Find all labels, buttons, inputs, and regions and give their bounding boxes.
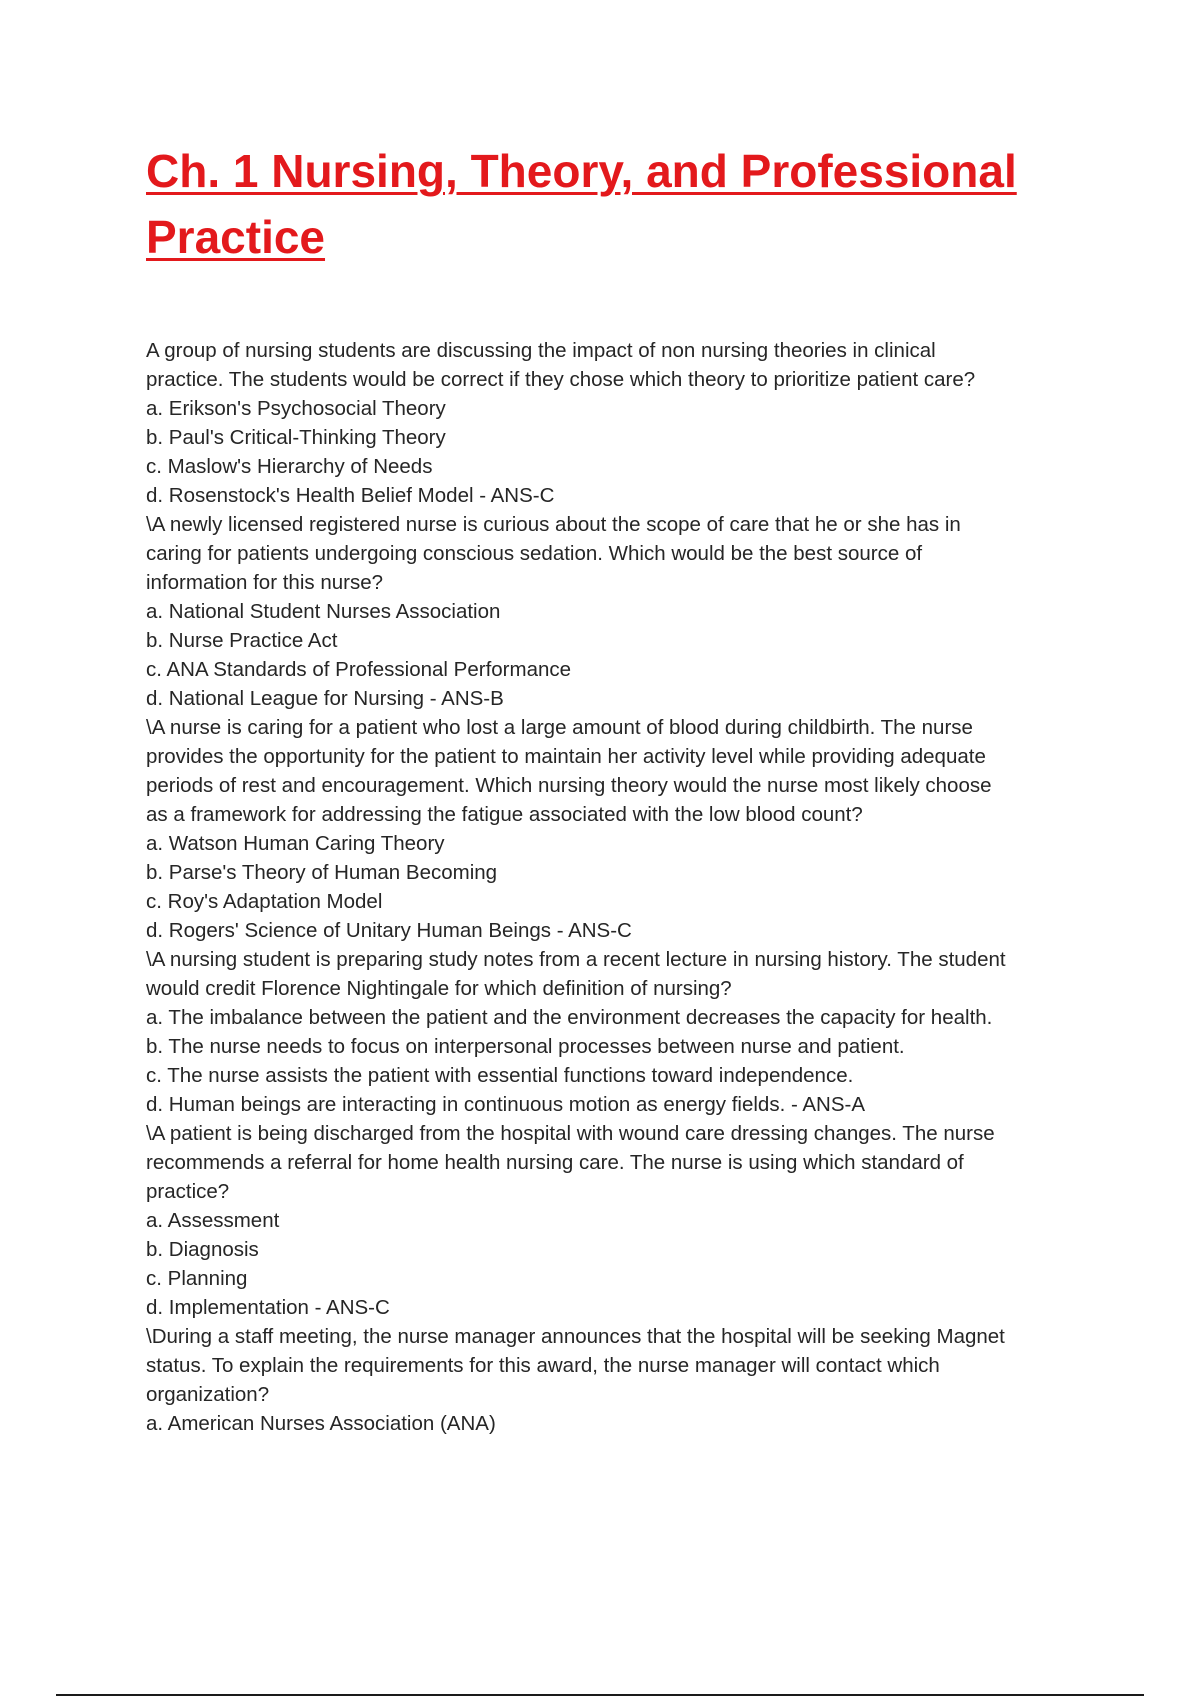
text-line: recommends a referral for home health nursing care. The nurse is using which standard of [146, 1151, 964, 1174]
text-line: practice? [146, 1180, 230, 1203]
page-title: Ch. 1 Nursing, Theory, and Professional Practice [146, 145, 1017, 263]
text-line: as a framework for addressing the fatigue associated with the low blood count? [146, 803, 863, 826]
text-line: \During a staff meeting, the nurse manager announces that the hospital will be seeking Magnet [146, 1325, 1005, 1348]
text-line: \A newly licensed registered nurse is curious about the scope of care that he or she has in [146, 513, 961, 536]
text-line: A group of nursing students are discussing the impact of non nursing theories in clinical [146, 339, 936, 362]
text-line: c. The nurse assists the patient with essential functions toward independence. [146, 1064, 854, 1087]
text-line: practice. The students would be correct if they chose which theory to prioritize patient care? [146, 368, 976, 391]
text-line: a. The imbalance between the patient and the environment decreases the capacity for health. [146, 1006, 993, 1029]
text-line: a. Assessment [146, 1209, 280, 1232]
text-line: information for this nurse? [146, 571, 384, 594]
text-line: \A nursing student is preparing study notes from a recent lecture in nursing history. The student [146, 948, 1006, 971]
text-line: \A patient is being discharged from the hospital with wound care dressing changes. The nurse [146, 1122, 995, 1145]
text-line: caring for patients undergoing conscious sedation. Which would be the best source of [146, 542, 923, 565]
text-line: b. The nurse needs to focus on interpersonal processes between nurse and patient. [146, 1035, 905, 1058]
text-line: a. National Student Nurses Association [146, 600, 501, 623]
text-line: c. Maslow's Hierarchy of Needs [146, 455, 433, 478]
text-line: would credit Florence Nightingale for which definition of nursing? [146, 977, 732, 1000]
text-line: periods of rest and encouragement. Which nursing theory would the nurse most likely choose [146, 774, 992, 797]
text-line: d. Implementation - ANS-C [146, 1296, 390, 1319]
text-line: d. Human beings are interacting in continuous motion as energy fields. - ANS-A [146, 1093, 866, 1116]
question-text-body [146, 336, 1086, 1438]
text-line: a. Erikson's Psychosocial Theory [146, 397, 446, 420]
text-line: b. Diagnosis [146, 1238, 259, 1261]
text-line: d. Rogers' Science of Unitary Human Beings - ANS-C [146, 919, 632, 942]
text-line: organization? [146, 1383, 270, 1406]
text-line: b. Nurse Practice Act [146, 629, 338, 652]
text-line: d. Rosenstock's Health Belief Model - ANS-C [146, 484, 555, 507]
bottom-divider [56, 1694, 1144, 1696]
text-line: provides the opportunity for the patient to maintain her activity level while providing adequate [146, 745, 986, 768]
text-line: a. American Nurses Association (ANA) [146, 1412, 496, 1435]
text-line: b. Parse's Theory of Human Becoming [146, 861, 498, 884]
text-line: c. ANA Standards of Professional Performance [146, 658, 572, 681]
text-line: \A nurse is caring for a patient who lost a large amount of blood during childbirth. The nurse [146, 716, 973, 739]
text-line: c. Planning [146, 1267, 248, 1290]
text-line: b. Paul's Critical-Thinking Theory [146, 426, 446, 449]
text-line: status. To explain the requirements for this award, the nurse manager will contact which [146, 1354, 940, 1377]
text-line: d. National League for Nursing - ANS-B [146, 687, 504, 710]
text-line: c. Roy's Adaptation Model [146, 890, 383, 913]
text-line: a. Watson Human Caring Theory [146, 832, 445, 855]
